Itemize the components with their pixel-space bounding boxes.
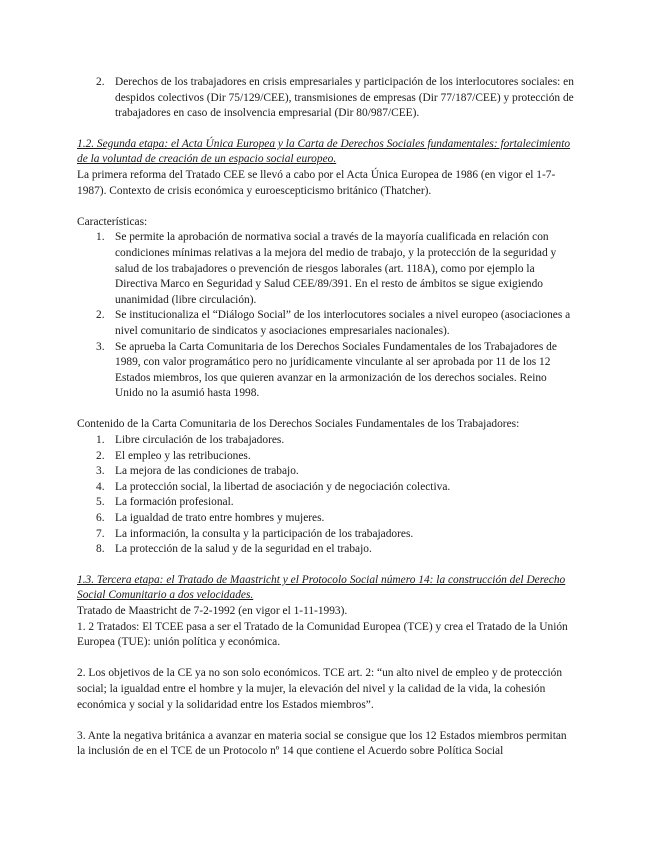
list-item <box>77 495 577 511</box>
list-text: El empleo y las retribuciones. <box>115 449 251 462</box>
list-item <box>77 464 577 480</box>
list-number: 2. <box>96 309 105 322</box>
list-number: 1. <box>96 434 105 447</box>
list-text: Libre circulación de los trabajadores. <box>115 434 285 447</box>
charter-label: Contenido de la Carta Comunitaria de los Derechos Sociales Fundamentales de los Trabajadores: <box>77 418 520 431</box>
list-item <box>77 308 577 339</box>
list-text: La información, la consulta y la participación de los trabajadores. <box>115 527 414 540</box>
paragraph: 3. Ante la negativa británica a avanzar en materia social se consigue que los 12 Estados miembros permitan la inclusión de en el TCE de un Protocolo nº 14 que contiene el Acuerdo sobre Política Social <box>77 729 567 758</box>
list-text: Se aprueba la Carta Comunitaria de los Derechos Sociales Fundamentales de los Trabajadores de 1989, con valor programático pero no jurídicamente vinculante al ser aprobada por 11 de los 12 Estados miembros, los que quieren avanzar en la armonización de los derechos sociales. Reino Unido no la asumió hasta 1998. <box>115 340 557 400</box>
section-heading-3: 1.3. Tercera etapa: el Tratado de Maastricht y el Protocolo Social número 14: la construcción del Derecho Social Comunitario a dos velocidades. <box>77 573 566 602</box>
list-item <box>77 230 577 308</box>
list-item <box>77 542 577 558</box>
list-item <box>77 527 577 543</box>
list-number: 4. <box>96 480 105 493</box>
list-number: 7. <box>96 527 105 540</box>
list-number: 1. <box>96 231 105 244</box>
list-item <box>77 511 577 527</box>
paragraph: 2. Los objetivos de la CE ya no son solo económicos. TCE art. 2: “un alto nivel de empleo y de protección social; la igualdad entre el hombre y la mujer, la elevación del nivel y la calidad de la vida, la cohesión económica y social y la solidaridad entre los Estados miembros”. <box>77 667 563 711</box>
list-item <box>77 449 577 465</box>
list-item <box>77 480 577 496</box>
document-page <box>77 75 577 760</box>
list-text: La formación profesional. <box>115 496 234 509</box>
features-list <box>77 230 577 402</box>
list-number: 6. <box>96 512 105 525</box>
list-number: 2. <box>96 449 105 462</box>
section-heading-2: 1.2. Segunda etapa: el Acta Única Europea y la Carta de Derechos Sociales fundamentales: fortalecimiento de la voluntad de creación de un espacio social europeo. <box>77 137 571 166</box>
list-text: La mejora de las condiciones de trabajo. <box>115 465 299 478</box>
list-text: Derechos de los trabajadores en crisis empresariales y participación de los interlocutores sociales: en despidos colectivos (Dir 75/129/CEE), transmisiones de empresas (Dir 77/187/CEE) y protección de trabajadores en caso de insolvencia empresarial (Dir 80/987/CEE). <box>115 76 574 120</box>
list-number: 3. <box>96 465 105 478</box>
list-item <box>77 433 577 449</box>
list-text: Se institucionaliza el “Diálogo Social” de los interlocutores sociales a nivel europeo (asociaciones a nivel comunitario de sindicatos y asociaciones empresariales nacionales). <box>115 309 571 337</box>
features-label: Características: <box>77 215 148 228</box>
paragraph: La primera reforma del Tratado CEE se llevó a cabo por el Acta Única Europea de 1986 (en vigor el 1-7-1987). Contexto de crisis económica y euroescepticismo británico (Thatcher). <box>77 168 556 197</box>
paragraph: Tratado de Maastricht de 7-2-1992 (en vigor el 1-11-1993). <box>77 605 348 617</box>
list-text: La protección de la salud y de la seguridad en el trabajo. <box>115 543 372 556</box>
list-text: La igualdad de trato entre hombres y mujeres. <box>115 512 325 525</box>
list-number: 8. <box>96 543 105 556</box>
list-number: 5. <box>96 496 105 509</box>
intro-list <box>77 75 577 122</box>
list-number: 2. <box>96 76 105 88</box>
list-item <box>77 340 577 402</box>
charter-list <box>77 433 577 558</box>
list-item <box>77 75 577 122</box>
paragraph: 1. 2 Tratados: El TCEE pasa a ser el Tratado de la Comunidad Europea (TCE) y crea el Tratado de la Unión Europea (TUE): unión política y económica. <box>77 620 568 649</box>
list-number: 3. <box>96 340 105 353</box>
list-text: La protección social, la libertad de asociación y de negociación colectiva. <box>115 480 451 493</box>
list-text: Se permite la aprobación de normativa social a través de la mayoría cualificada en relación con condiciones mínimas relativas a la mejora del medio de trabajo, y la protección de la seguridad y salud de los trabajadores o prevención de riesgos laborales (art. 118A), como por ejemplo la Directiva Marco en Seguridad y Salud CEE/89/391. En el resto de ámbitos se sigue exigiendo unanimidad (libre circulación). <box>115 231 557 306</box>
